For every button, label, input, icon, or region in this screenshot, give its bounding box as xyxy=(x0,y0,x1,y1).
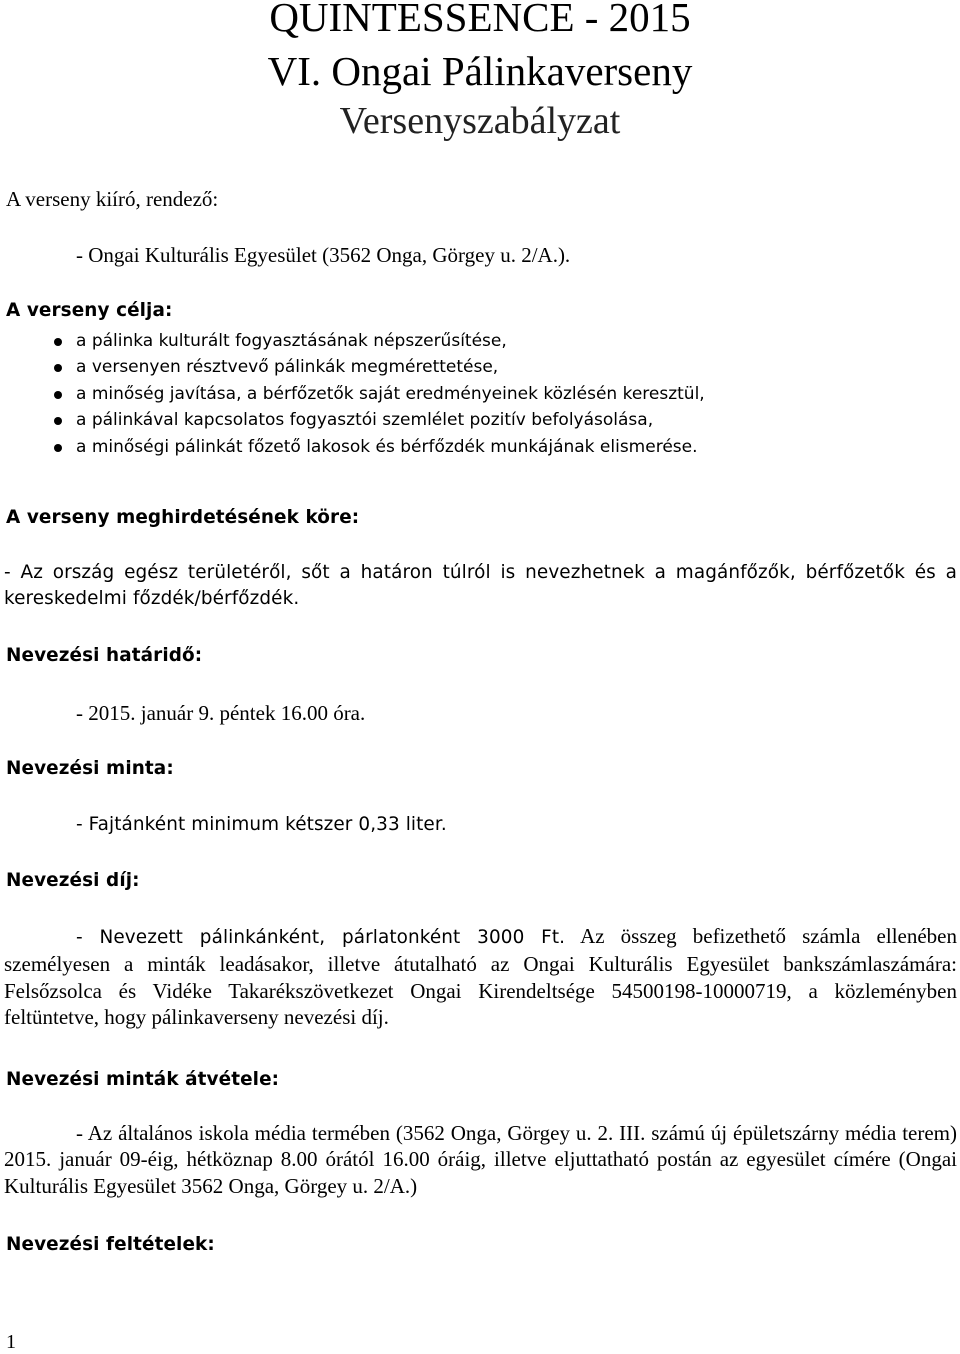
fee-intro: - Nevezett pálinkánként, párlatonként 3000 Ft. xyxy=(76,927,566,948)
deadline-value: - 2015. január 9. péntek 16.00 óra. xyxy=(76,701,366,725)
deadline-heading: Nevezési határidő: xyxy=(6,645,203,666)
fee-heading: Nevezési díj: xyxy=(6,870,140,891)
goal-heading: A verseny célja: xyxy=(6,300,173,321)
scope-heading: A verseny meghirdetésének köre: xyxy=(6,507,360,528)
bullet-icon xyxy=(54,338,62,346)
fee-text xyxy=(4,923,957,1031)
sample-heading: Nevezési minta: xyxy=(6,758,174,779)
scope-text: - Az ország egész területéről, sőt a határon túlról is nevezhetnek a magánfőzők, bérfőzetők és a kereskedelmi főzdék/bérfőzdék. xyxy=(4,562,957,610)
title-line-3: Versenyszabályzat xyxy=(339,100,621,142)
bullet-icon xyxy=(54,444,62,452)
goal-list xyxy=(52,328,705,460)
organizer-value: - Ongai Kulturális Egyesület (3562 Onga, Görgey u. 2/A.). xyxy=(76,243,571,267)
sample-value: - Fajtánként minimum kétszer 0,33 liter. xyxy=(76,814,447,835)
bullet-icon xyxy=(54,364,62,372)
list-item: a pálinkával kapcsolatos fogyasztói szemlélet pozitív befolyásolása, xyxy=(52,407,705,433)
title-line-1: QUINTESSENCE - 2015 xyxy=(269,0,691,40)
receipt-heading: Nevezési minták átvétele: xyxy=(6,1069,280,1090)
receipt-text: - Az általános iskola média termében (3562 Onga, Görgey u. 2. III. számú új épületszárny média terem) 2015. január 09-éig, hétköznap 8.00 órától 16.00 óráig, illetve eljuttatható postán az egyesület címére (Ongai Kulturális Egyesület 3562 Onga, Görgey u. 2/A.) xyxy=(4,1121,957,1198)
bullet-icon xyxy=(54,391,62,399)
conditions-heading: Nevezési feltételek: xyxy=(6,1234,215,1255)
organizer-heading: A verseny kiíró, rendező: xyxy=(6,187,219,211)
page-number: 1 xyxy=(6,1331,16,1353)
list-item: a versenyen résztvevő pálinkák megmérettetése, xyxy=(52,354,705,380)
list-item: a pálinka kulturált fogyasztásának népszerűsítése, xyxy=(52,328,705,354)
list-item: a minőség javítása, a bérfőzetők saját eredményeinek közlésén keresztül, xyxy=(52,381,705,407)
bullet-icon xyxy=(54,417,62,425)
title-line-2: VI. Ongai Pálinkaverseny xyxy=(267,48,693,94)
fee-details: Az összeg befizethető számla ellenében személyesen a minták leadásakor, illetve átutalható az Ongai Kulturális Egyesület bankszámlaszámára: Felsőzsolca és Vidéke Takarékszövetkezet Ongai Kirendeltsége 54500198-10000719, a közleményben feltüntetve, hogy pálinkaverseny nevezési díj. xyxy=(4,924,957,1030)
list-item: a minőségi pálinkát főzető lakosok és bérfőzdék munkájának elismerése. xyxy=(52,434,705,460)
